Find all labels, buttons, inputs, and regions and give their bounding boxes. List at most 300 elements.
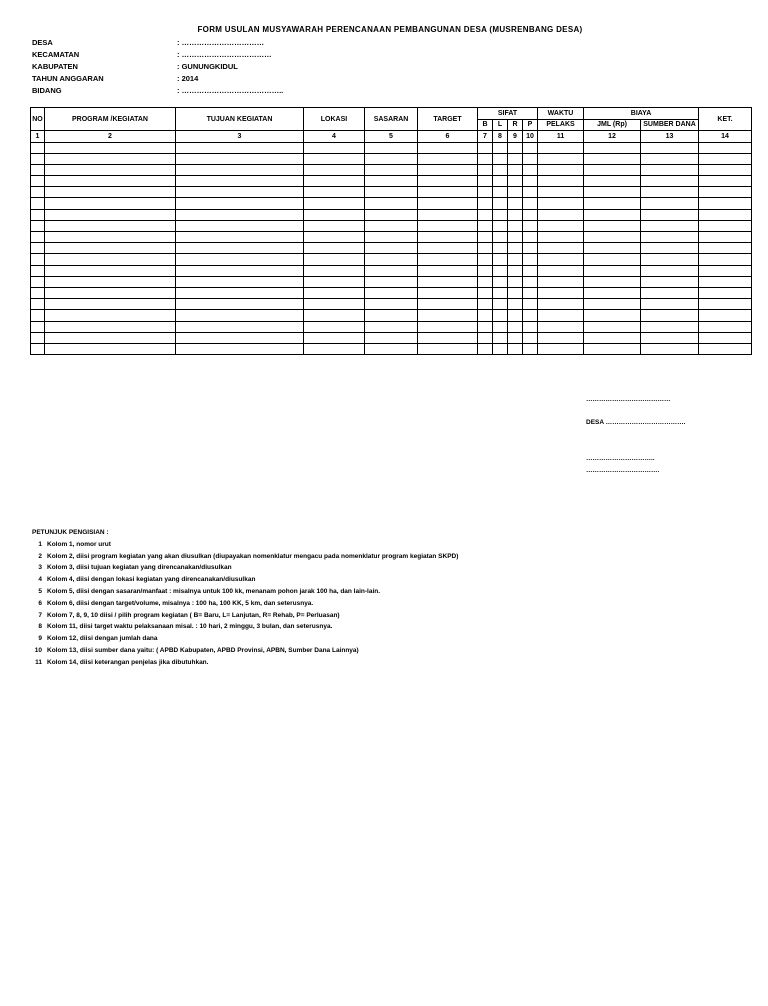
table-cell[interactable] bbox=[365, 299, 418, 310]
table-cell[interactable] bbox=[584, 343, 641, 354]
table-cell[interactable] bbox=[176, 310, 304, 321]
column-number: 9 bbox=[508, 131, 523, 143]
table-cell[interactable] bbox=[418, 176, 478, 187]
table-cell[interactable] bbox=[31, 164, 45, 175]
table-cell[interactable] bbox=[418, 287, 478, 298]
table-cell[interactable] bbox=[508, 220, 523, 231]
table-cell[interactable] bbox=[418, 265, 478, 276]
table-cell[interactable] bbox=[584, 142, 641, 153]
table-cell[interactable] bbox=[641, 232, 699, 243]
table-cell[interactable] bbox=[304, 220, 365, 231]
table-cell[interactable] bbox=[699, 164, 752, 175]
table-cell[interactable] bbox=[523, 310, 538, 321]
table-cell[interactable] bbox=[45, 310, 176, 321]
table-cell[interactable] bbox=[641, 321, 699, 332]
table-cell[interactable] bbox=[699, 321, 752, 332]
table-cell[interactable] bbox=[538, 321, 584, 332]
table-cell[interactable] bbox=[45, 209, 176, 220]
table-cell[interactable] bbox=[176, 187, 304, 198]
table-cell[interactable] bbox=[304, 176, 365, 187]
table-cell[interactable] bbox=[584, 176, 641, 187]
table-cell[interactable] bbox=[365, 287, 418, 298]
table-cell[interactable] bbox=[641, 153, 699, 164]
table-cell[interactable] bbox=[304, 254, 365, 265]
table-cell[interactable] bbox=[641, 265, 699, 276]
table-cell[interactable] bbox=[641, 254, 699, 265]
table-cell[interactable] bbox=[523, 287, 538, 298]
table-cell[interactable] bbox=[641, 198, 699, 209]
instruction-item bbox=[32, 621, 458, 633]
table-cell[interactable] bbox=[641, 164, 699, 175]
table-cell[interactable] bbox=[508, 276, 523, 287]
col-header-no: NO bbox=[31, 108, 45, 131]
table-cell[interactable] bbox=[523, 187, 538, 198]
table-cell[interactable] bbox=[584, 232, 641, 243]
table-cell[interactable] bbox=[584, 209, 641, 220]
table-cell[interactable] bbox=[31, 321, 45, 332]
col-header-ket: KET. bbox=[699, 108, 752, 131]
table-cell[interactable] bbox=[478, 343, 493, 354]
table-cell[interactable] bbox=[418, 321, 478, 332]
table-cell[interactable] bbox=[45, 332, 176, 343]
table-cell[interactable] bbox=[45, 254, 176, 265]
col-header-lokasi: LOKASI bbox=[304, 108, 365, 131]
table-cell[interactable] bbox=[493, 332, 508, 343]
table-row bbox=[31, 254, 752, 265]
table-cell[interactable] bbox=[508, 164, 523, 175]
table-cell[interactable] bbox=[699, 198, 752, 209]
table-cell[interactable] bbox=[418, 164, 478, 175]
table-cell[interactable] bbox=[365, 332, 418, 343]
table-cell[interactable] bbox=[478, 164, 493, 175]
table-cell[interactable] bbox=[304, 142, 365, 153]
table-row bbox=[31, 299, 752, 310]
table-cell[interactable] bbox=[641, 187, 699, 198]
table-cell[interactable] bbox=[478, 287, 493, 298]
table-cell[interactable] bbox=[45, 276, 176, 287]
table-cell[interactable] bbox=[523, 198, 538, 209]
table-cell[interactable] bbox=[493, 220, 508, 231]
table-cell[interactable] bbox=[31, 209, 45, 220]
form-title: FORM USULAN MUSYAWARAH PERENCANAAN PEMBANGUNAN DESA (MUSRENBANG DESA) bbox=[197, 25, 583, 34]
table-cell[interactable] bbox=[493, 299, 508, 310]
table-cell[interactable] bbox=[584, 299, 641, 310]
table-cell[interactable] bbox=[176, 243, 304, 254]
table-cell[interactable] bbox=[641, 299, 699, 310]
table-cell[interactable] bbox=[538, 276, 584, 287]
table-cell[interactable] bbox=[699, 299, 752, 310]
table-cell[interactable] bbox=[584, 276, 641, 287]
table-cell[interactable] bbox=[176, 164, 304, 175]
table-cell[interactable] bbox=[418, 254, 478, 265]
table-cell[interactable] bbox=[538, 176, 584, 187]
table-cell[interactable] bbox=[176, 276, 304, 287]
table-cell[interactable] bbox=[304, 164, 365, 175]
table-cell[interactable] bbox=[538, 153, 584, 164]
table-cell[interactable] bbox=[176, 299, 304, 310]
signature-line-nip: ……………………………. bbox=[586, 467, 660, 474]
table-cell[interactable] bbox=[176, 142, 304, 153]
table-cell[interactable] bbox=[176, 232, 304, 243]
instruction-number: 1 bbox=[38, 540, 42, 548]
table-cell[interactable] bbox=[584, 187, 641, 198]
table-cell[interactable] bbox=[304, 198, 365, 209]
table-cell[interactable] bbox=[584, 310, 641, 321]
table-cell[interactable] bbox=[508, 187, 523, 198]
table-cell[interactable] bbox=[493, 254, 508, 265]
signature-line-name: ………………………….. bbox=[586, 455, 655, 462]
table-cell[interactable] bbox=[523, 276, 538, 287]
table-cell[interactable] bbox=[304, 321, 365, 332]
table-cell[interactable] bbox=[478, 276, 493, 287]
table-cell[interactable] bbox=[508, 332, 523, 343]
table-cell[interactable] bbox=[45, 198, 176, 209]
table-cell[interactable] bbox=[304, 265, 365, 276]
table-cell[interactable] bbox=[365, 232, 418, 243]
table-cell[interactable] bbox=[31, 254, 45, 265]
table-cell[interactable] bbox=[523, 232, 538, 243]
table-cell[interactable] bbox=[478, 220, 493, 231]
table-cell[interactable] bbox=[584, 198, 641, 209]
table-cell[interactable] bbox=[538, 265, 584, 276]
table-cell[interactable] bbox=[508, 287, 523, 298]
table-cell[interactable] bbox=[493, 153, 508, 164]
table-cell[interactable] bbox=[418, 343, 478, 354]
header-field-label: KABUPATEN bbox=[32, 62, 78, 71]
table-cell[interactable] bbox=[493, 164, 508, 175]
table-cell[interactable] bbox=[508, 343, 523, 354]
table-cell[interactable] bbox=[699, 220, 752, 231]
table-cell[interactable] bbox=[641, 220, 699, 231]
table-cell[interactable] bbox=[176, 209, 304, 220]
table-cell[interactable] bbox=[584, 243, 641, 254]
table-cell[interactable] bbox=[508, 209, 523, 220]
table-cell[interactable] bbox=[641, 287, 699, 298]
table-cell[interactable] bbox=[31, 142, 45, 153]
table-cell[interactable] bbox=[45, 265, 176, 276]
table-cell[interactable] bbox=[45, 287, 176, 298]
table-cell[interactable] bbox=[304, 153, 365, 164]
table-cell[interactable] bbox=[304, 232, 365, 243]
table-cell[interactable] bbox=[176, 332, 304, 343]
table-cell[interactable] bbox=[176, 265, 304, 276]
col-header-tujuan: TUJUAN KEGIATAN bbox=[176, 108, 304, 131]
table-cell[interactable] bbox=[493, 209, 508, 220]
header-field-value: : ………………………………….. bbox=[177, 86, 284, 95]
table-cell[interactable] bbox=[478, 254, 493, 265]
table-cell[interactable] bbox=[584, 153, 641, 164]
table-cell[interactable] bbox=[523, 153, 538, 164]
table-cell[interactable] bbox=[365, 220, 418, 231]
table-cell[interactable] bbox=[538, 142, 584, 153]
table-cell[interactable] bbox=[699, 343, 752, 354]
table-cell[interactable] bbox=[418, 187, 478, 198]
table-cell[interactable] bbox=[699, 232, 752, 243]
table-cell[interactable] bbox=[31, 220, 45, 231]
table-cell[interactable] bbox=[493, 287, 508, 298]
table-cell[interactable] bbox=[584, 321, 641, 332]
table-cell[interactable] bbox=[538, 243, 584, 254]
column-number: 7 bbox=[478, 131, 493, 143]
table-cell[interactable] bbox=[699, 310, 752, 321]
table-cell[interactable] bbox=[699, 142, 752, 153]
table-row bbox=[31, 220, 752, 231]
table-cell[interactable] bbox=[478, 176, 493, 187]
table-cell[interactable] bbox=[478, 209, 493, 220]
table-cell[interactable] bbox=[699, 187, 752, 198]
instruction-item bbox=[32, 598, 458, 610]
table-cell[interactable] bbox=[478, 265, 493, 276]
table-cell[interactable] bbox=[538, 287, 584, 298]
table-cell[interactable] bbox=[641, 142, 699, 153]
instruction-text: Kolom 2, diisi program kegiatan yang akan diusulkan (diupayakan nomenklatur mengacu pada nomenklatur program kegiatan SKPD) bbox=[47, 552, 459, 560]
table-cell[interactable] bbox=[523, 299, 538, 310]
table-cell[interactable] bbox=[45, 232, 176, 243]
table-cell[interactable] bbox=[365, 321, 418, 332]
table-cell[interactable] bbox=[176, 220, 304, 231]
table-cell[interactable] bbox=[508, 232, 523, 243]
table-cell[interactable] bbox=[478, 332, 493, 343]
table-cell[interactable] bbox=[304, 343, 365, 354]
table-cell[interactable] bbox=[538, 254, 584, 265]
table-cell[interactable] bbox=[365, 209, 418, 220]
table-cell[interactable] bbox=[493, 198, 508, 209]
table-cell[interactable] bbox=[508, 310, 523, 321]
table-cell[interactable] bbox=[304, 209, 365, 220]
table-row bbox=[31, 176, 752, 187]
table-cell[interactable] bbox=[493, 232, 508, 243]
table-cell[interactable] bbox=[31, 332, 45, 343]
table-cell[interactable] bbox=[508, 254, 523, 265]
table-cell[interactable] bbox=[176, 198, 304, 209]
table-cell[interactable] bbox=[31, 265, 45, 276]
header-field-value: : GUNUNGKIDUL bbox=[177, 62, 238, 71]
instruction-number: 6 bbox=[38, 599, 42, 607]
table-cell[interactable] bbox=[523, 265, 538, 276]
table-cell[interactable] bbox=[418, 332, 478, 343]
table-cell[interactable] bbox=[365, 198, 418, 209]
table-cell[interactable] bbox=[478, 243, 493, 254]
table-cell[interactable] bbox=[508, 265, 523, 276]
table-cell[interactable] bbox=[45, 176, 176, 187]
table-cell[interactable] bbox=[304, 287, 365, 298]
col-header-program: PROGRAM /KEGIATAN bbox=[45, 108, 176, 131]
header-field-value: : 2014 bbox=[177, 74, 199, 83]
column-number-row bbox=[31, 131, 752, 143]
table-cell[interactable] bbox=[365, 153, 418, 164]
table-cell[interactable] bbox=[365, 310, 418, 321]
table-cell[interactable] bbox=[508, 198, 523, 209]
table-cell[interactable] bbox=[508, 153, 523, 164]
table-cell[interactable] bbox=[493, 276, 508, 287]
table-cell[interactable] bbox=[508, 243, 523, 254]
table-cell[interactable] bbox=[493, 265, 508, 276]
table-cell[interactable] bbox=[418, 153, 478, 164]
table-cell[interactable] bbox=[31, 198, 45, 209]
table-cell[interactable] bbox=[304, 276, 365, 287]
table-cell[interactable] bbox=[418, 232, 478, 243]
table-cell[interactable] bbox=[45, 164, 176, 175]
instructions-heading: PETUNJUK PENGISIAN : bbox=[32, 529, 109, 536]
table-cell[interactable] bbox=[45, 153, 176, 164]
table-cell[interactable] bbox=[538, 332, 584, 343]
table-cell[interactable] bbox=[304, 299, 365, 310]
table-cell[interactable] bbox=[699, 332, 752, 343]
table-row bbox=[31, 332, 752, 343]
column-number: 8 bbox=[493, 131, 508, 143]
table-cell[interactable] bbox=[31, 176, 45, 187]
table-cell[interactable] bbox=[478, 232, 493, 243]
table-cell[interactable] bbox=[641, 332, 699, 343]
table-cell[interactable] bbox=[493, 176, 508, 187]
column-number: 11 bbox=[538, 131, 584, 143]
table-cell[interactable] bbox=[304, 243, 365, 254]
table-cell[interactable] bbox=[523, 343, 538, 354]
table-cell[interactable] bbox=[538, 299, 584, 310]
table-cell[interactable] bbox=[365, 243, 418, 254]
table-cell[interactable] bbox=[699, 287, 752, 298]
instruction-number: 5 bbox=[38, 587, 42, 595]
table-cell[interactable] bbox=[418, 209, 478, 220]
table-cell[interactable] bbox=[523, 332, 538, 343]
table-cell[interactable] bbox=[584, 332, 641, 343]
instruction-number: 9 bbox=[38, 635, 42, 643]
table-cell[interactable] bbox=[478, 310, 493, 321]
table-cell[interactable] bbox=[641, 276, 699, 287]
table-cell[interactable] bbox=[176, 321, 304, 332]
table-cell[interactable] bbox=[493, 243, 508, 254]
table-cell[interactable] bbox=[176, 153, 304, 164]
table-cell[interactable] bbox=[45, 343, 176, 354]
table-cell[interactable] bbox=[508, 299, 523, 310]
col-header-biaya: BIAYA bbox=[584, 108, 699, 120]
col-header-sifat-l: L bbox=[493, 119, 508, 131]
table-cell[interactable] bbox=[523, 164, 538, 175]
table-cell[interactable] bbox=[478, 153, 493, 164]
table-cell[interactable] bbox=[641, 243, 699, 254]
table-cell[interactable] bbox=[641, 310, 699, 321]
table-cell[interactable] bbox=[365, 343, 418, 354]
table-cell[interactable] bbox=[538, 198, 584, 209]
table-cell[interactable] bbox=[45, 142, 176, 153]
table-cell[interactable] bbox=[641, 176, 699, 187]
table-cell[interactable] bbox=[584, 164, 641, 175]
table-cell[interactable] bbox=[523, 142, 538, 153]
table-cell[interactable] bbox=[523, 220, 538, 231]
table-cell[interactable] bbox=[523, 243, 538, 254]
table-cell[interactable] bbox=[31, 299, 45, 310]
table-cell[interactable] bbox=[31, 310, 45, 321]
table-cell[interactable] bbox=[508, 142, 523, 153]
table-cell[interactable] bbox=[418, 276, 478, 287]
table-cell[interactable] bbox=[365, 265, 418, 276]
table-cell[interactable] bbox=[538, 209, 584, 220]
table-cell[interactable] bbox=[538, 187, 584, 198]
table-cell[interactable] bbox=[304, 332, 365, 343]
table-cell[interactable] bbox=[45, 243, 176, 254]
table-cell[interactable] bbox=[508, 176, 523, 187]
table-cell[interactable] bbox=[31, 276, 45, 287]
table-cell[interactable] bbox=[45, 321, 176, 332]
table-cell[interactable] bbox=[365, 176, 418, 187]
table-cell[interactable] bbox=[538, 310, 584, 321]
table-cell[interactable] bbox=[508, 321, 523, 332]
table-cell[interactable] bbox=[699, 265, 752, 276]
table-cell[interactable] bbox=[584, 220, 641, 231]
table-cell[interactable] bbox=[31, 343, 45, 354]
table-cell[interactable] bbox=[418, 198, 478, 209]
table-cell[interactable] bbox=[641, 343, 699, 354]
table-cell[interactable] bbox=[176, 254, 304, 265]
table-cell[interactable] bbox=[45, 187, 176, 198]
table-cell[interactable] bbox=[493, 321, 508, 332]
table-cell[interactable] bbox=[538, 164, 584, 175]
table-cell[interactable] bbox=[523, 254, 538, 265]
table-cell[interactable] bbox=[478, 321, 493, 332]
table-cell[interactable] bbox=[584, 254, 641, 265]
table-cell[interactable] bbox=[418, 243, 478, 254]
table-row bbox=[31, 187, 752, 198]
table-cell[interactable] bbox=[493, 310, 508, 321]
table-cell[interactable] bbox=[478, 187, 493, 198]
table-cell[interactable] bbox=[478, 198, 493, 209]
table-cell[interactable] bbox=[584, 287, 641, 298]
table-cell[interactable] bbox=[523, 209, 538, 220]
table-cell[interactable] bbox=[699, 276, 752, 287]
table-cell[interactable] bbox=[31, 153, 45, 164]
table-cell[interactable] bbox=[31, 187, 45, 198]
table-cell[interactable] bbox=[176, 343, 304, 354]
table-cell[interactable] bbox=[365, 254, 418, 265]
table-cell[interactable] bbox=[699, 153, 752, 164]
table-cell[interactable] bbox=[31, 232, 45, 243]
table-cell[interactable] bbox=[699, 243, 752, 254]
table-cell[interactable] bbox=[45, 220, 176, 231]
table-cell[interactable] bbox=[365, 142, 418, 153]
column-number: 5 bbox=[365, 131, 418, 143]
table-cell[interactable] bbox=[176, 176, 304, 187]
table-cell[interactable] bbox=[45, 299, 176, 310]
table-cell[interactable] bbox=[418, 142, 478, 153]
table-cell[interactable] bbox=[418, 220, 478, 231]
table-cell[interactable] bbox=[641, 209, 699, 220]
table-cell[interactable] bbox=[418, 299, 478, 310]
table-cell[interactable] bbox=[31, 243, 45, 254]
table-cell[interactable] bbox=[478, 142, 493, 153]
table-cell[interactable] bbox=[478, 299, 493, 310]
table-cell[interactable] bbox=[365, 276, 418, 287]
table-cell[interactable] bbox=[304, 310, 365, 321]
table-cell[interactable] bbox=[699, 254, 752, 265]
table-cell[interactable] bbox=[31, 287, 45, 298]
table-cell[interactable] bbox=[538, 232, 584, 243]
table-cell[interactable] bbox=[418, 310, 478, 321]
table-cell[interactable] bbox=[365, 164, 418, 175]
table-cell[interactable] bbox=[523, 321, 538, 332]
table-cell[interactable] bbox=[523, 176, 538, 187]
table-cell[interactable] bbox=[304, 187, 365, 198]
table-cell[interactable] bbox=[584, 265, 641, 276]
table-cell[interactable] bbox=[699, 176, 752, 187]
table-cell[interactable] bbox=[538, 220, 584, 231]
table-cell[interactable] bbox=[493, 343, 508, 354]
table-cell[interactable] bbox=[493, 142, 508, 153]
table-cell[interactable] bbox=[365, 187, 418, 198]
table-cell[interactable] bbox=[493, 187, 508, 198]
table-cell[interactable] bbox=[699, 209, 752, 220]
table-cell[interactable] bbox=[538, 343, 584, 354]
table-cell[interactable] bbox=[176, 287, 304, 298]
